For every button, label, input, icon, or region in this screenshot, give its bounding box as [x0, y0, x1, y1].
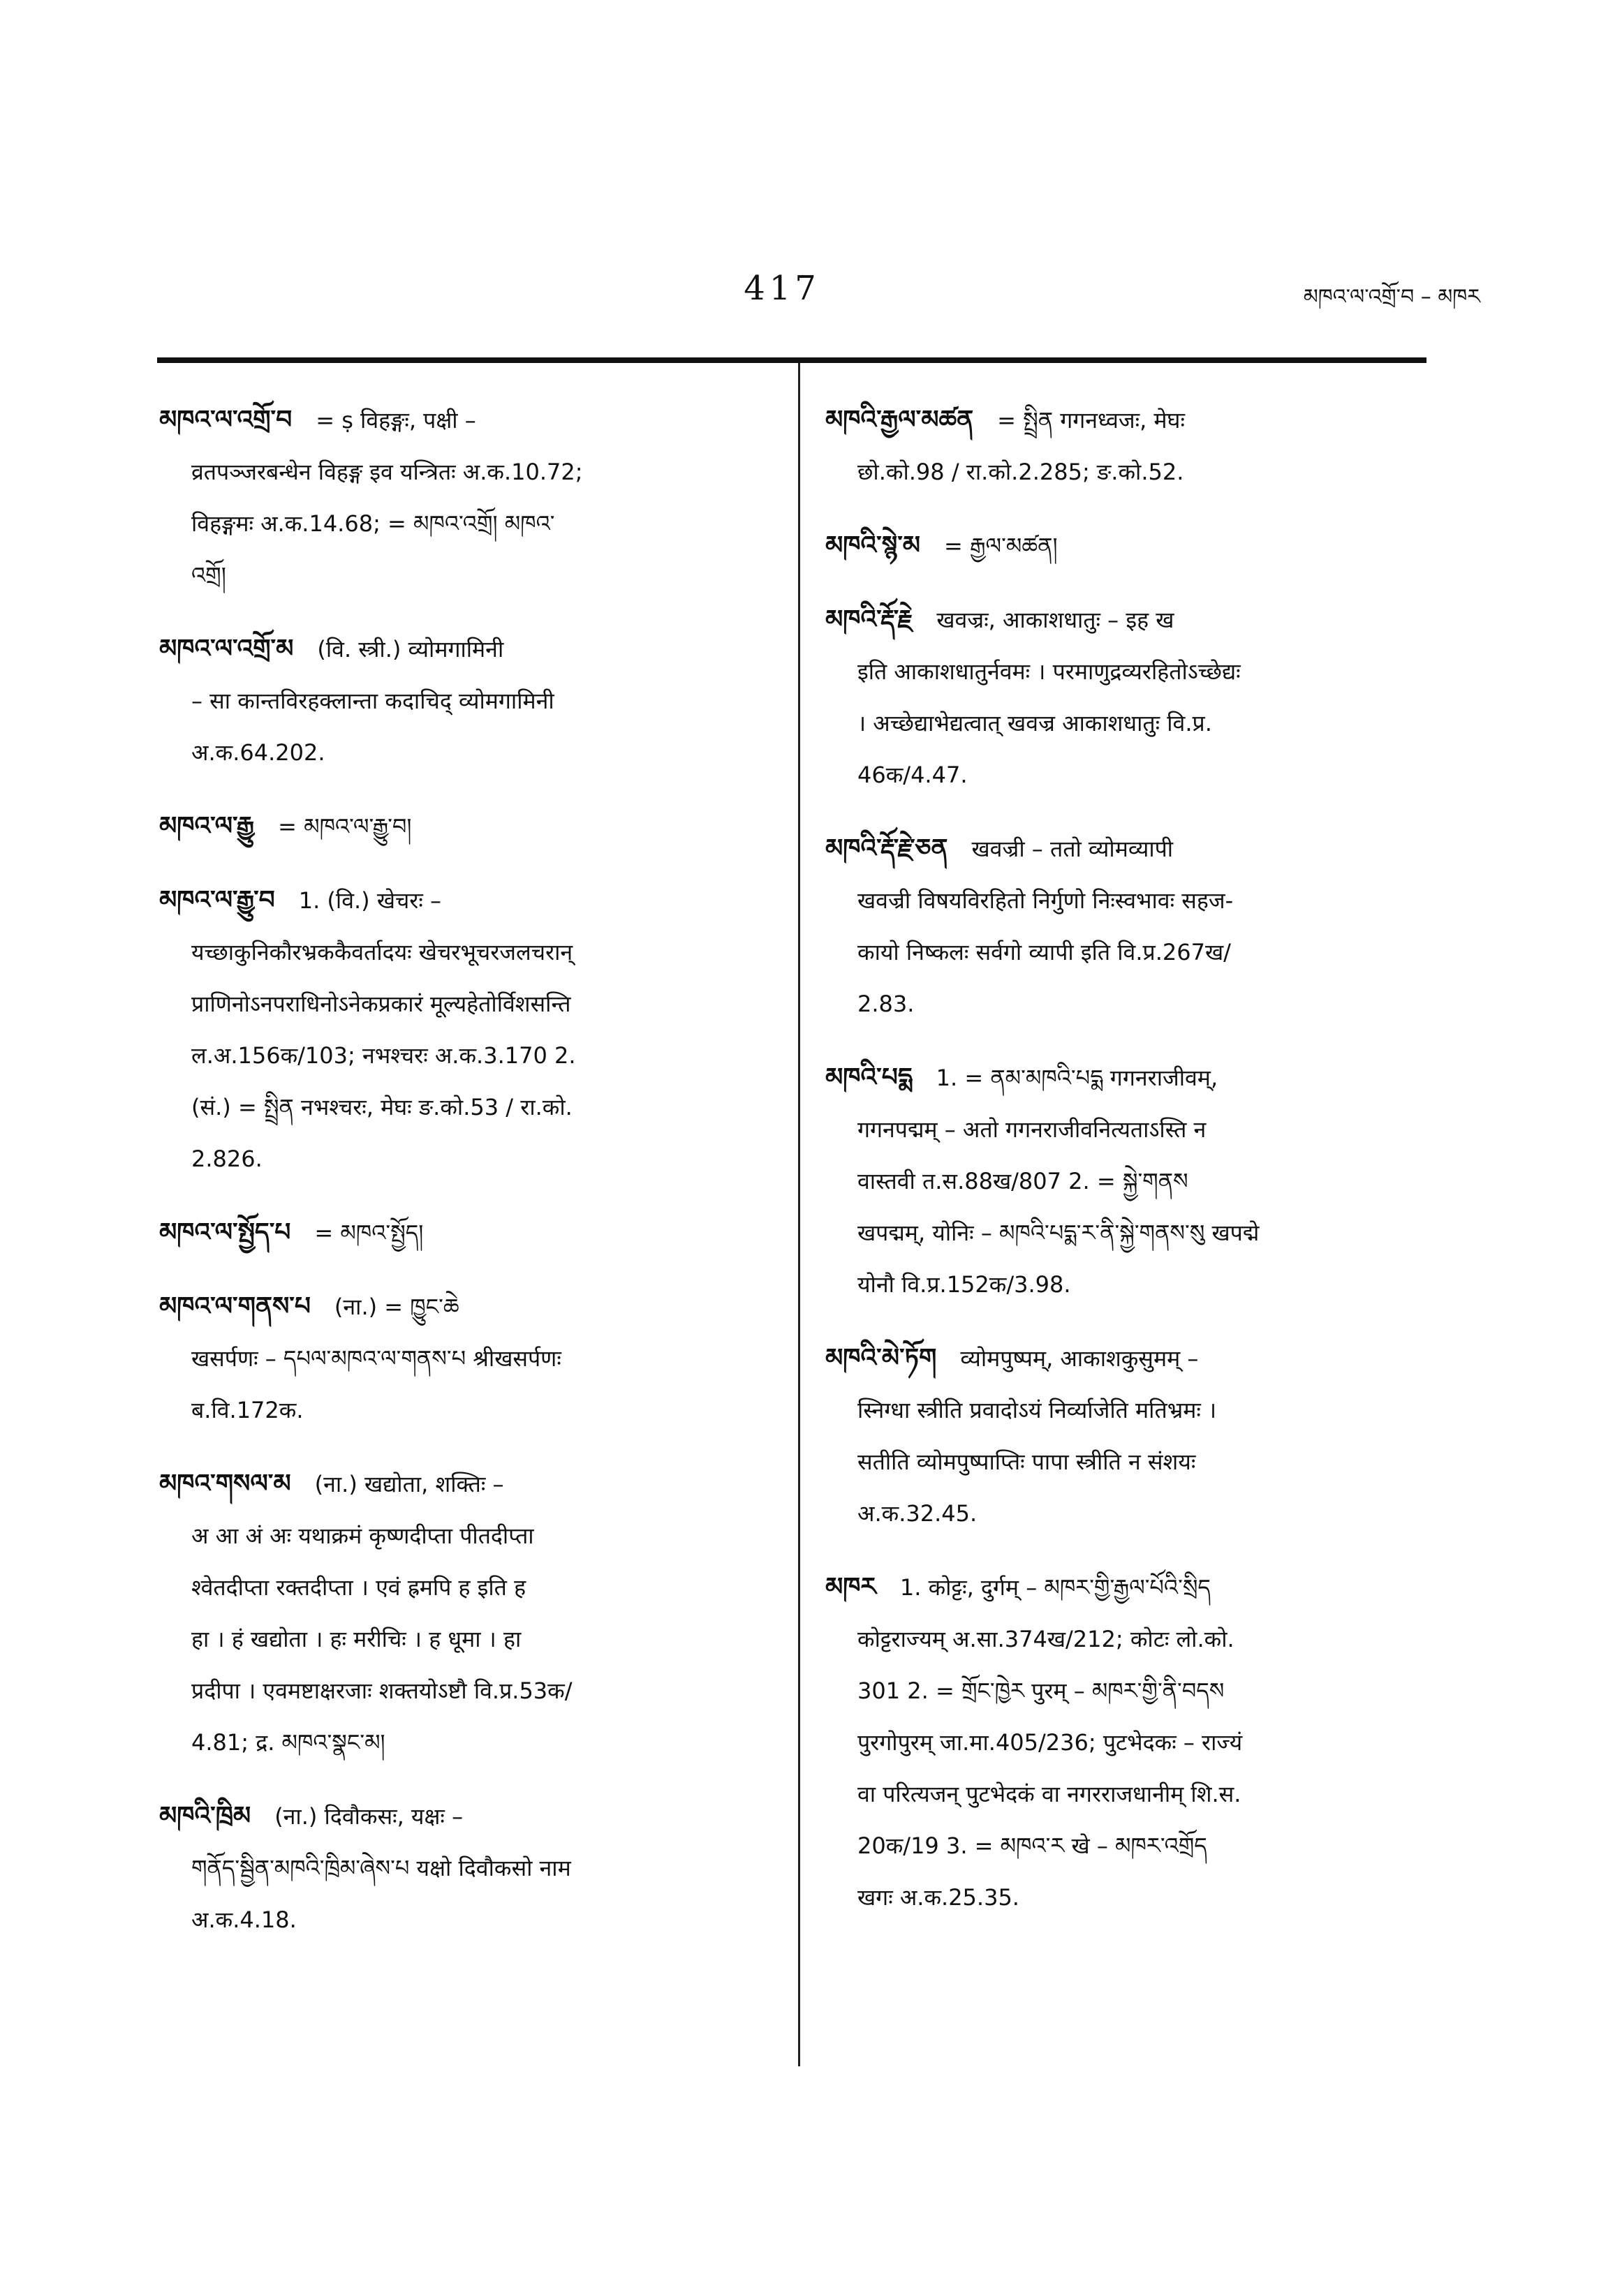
headword: མཁའ་ལ་རྒྱུ [159, 812, 255, 840]
entry-text-line: अ.क.32.45. [857, 1500, 978, 1527]
headword-definition: = མཁའ་ལ་རྒྱུ་བ། [278, 813, 412, 840]
headword: མཁའ་ལ་སྤྱོད་པ [159, 1218, 291, 1247]
entry-text-line: व्रतपञ्जरबन्धेन विहङ्ग इव यन्त्रितः अ.क.10.72; [191, 459, 583, 485]
headword: མཁའི་མེ་ཏོག [825, 1344, 937, 1372]
headword-definition: खवज्री – ततो व्योमव्यापी [971, 836, 1174, 862]
headword-definition: = སྤྲིན गगनध्वजः, मेघः [997, 407, 1185, 434]
headword: མཁའ་ལ་འགྲོ་མ [159, 635, 294, 663]
entry-text-line: འགྲོ། [191, 562, 226, 588]
headword-definition: = ṣ विहङ्गः, पक्षी – [316, 407, 476, 434]
headword: མཁར [825, 1573, 876, 1601]
headword-definition: = རྒྱལ་མཚན། [944, 533, 1058, 559]
headword: མཁའི་ཁྲིམ [159, 1802, 251, 1830]
page-number: 417 [744, 269, 820, 308]
entry-text-line: खसर्पणः – དཔལ་མཁའ་ལ་གནས་པ श्रीखसर्पणः [191, 1345, 561, 1372]
entry-head-line [159, 1207, 774, 1259]
entry-text-line: खवज्री विषयविरहितो निर्गुणो निःस्वभावः सहज- [857, 887, 1234, 914]
entry-text-line: अ.क.4.18. [191, 1906, 297, 1933]
headword-definition: खवज्रः, आकाशधातुः – इह ख [936, 607, 1174, 633]
entry-head-line [825, 394, 1440, 446]
dictionary-entry [159, 875, 774, 1185]
dictionary-entry [825, 594, 1440, 801]
entry-head-line [159, 1791, 774, 1842]
dictionary-entry [159, 1281, 774, 1436]
entry-text-line: इति आकाशधातुर्नवमः । परमाणुद्रव्यरहितोऽच्छेद्यः [857, 658, 1241, 685]
headword-definition: = མཁའ་སྤྱོད། [314, 1220, 424, 1246]
entry-head-line [825, 594, 1440, 646]
entry-text-line: खगः अ.क.25.35. [857, 1884, 1019, 1911]
entry-text-line: सतीति व्योमपुष्पाप्तिः पापा स्त्रीति न संशयः [857, 1449, 1196, 1475]
dictionary-entry [159, 1791, 774, 1946]
entry-text-line: (सं.) = སྤྲིན नभश्चरः, मेघः ङ.को.53 / रा.को. [191, 1094, 573, 1120]
headword-definition: (ना.) दिवौकसः, यक्षः – [274, 1803, 464, 1830]
headword-definition: व्योमपुष्पम्, आकाशकुसुमम् – [960, 1345, 1199, 1372]
dictionary-entry [825, 394, 1440, 498]
headword-definition: 1. = ནམ་མཁའི་པདྨ गगनराजीवम्, [936, 1065, 1218, 1091]
entry-text-line: वा परित्यजन् पुटभेदकं वा नगरराजधानीम् शि.स. [857, 1781, 1241, 1807]
dictionary-entry [825, 1052, 1440, 1310]
entry-text-line: । अच्छेद्याभेद्यत्वात् खवज्र आकाशधातुः वि.प्र. [857, 710, 1212, 736]
headword: མཁའི་རྒྱལ་མཚན [825, 406, 974, 434]
entry-head-line [159, 394, 774, 446]
entry-text-line: छो.को.98 / रा.को.2.285; ङ.को.52. [857, 459, 1184, 485]
entry-text-line: 301 2. = གྲོང་ཁྱེར पुरम् – མཁར་གྱི་ནི་བདས [857, 1677, 1225, 1704]
column-divider [798, 363, 800, 2066]
headword: མཁའ་ལ་འགྲོ་བ [159, 406, 293, 434]
entry-text-line: कायो निष्कलः सर्वगो व्यापी इति वि.प्र.267ख/ [857, 939, 1231, 965]
entry-text-line: ब.वि.172क. [191, 1397, 304, 1423]
entry-text-line: पुरगोपुरम् जा.मा.405/236; पुटभेदकः – राज्यं [857, 1729, 1243, 1756]
entry-text-line: गगनपद्मम् – अतो गगनराजीवनित्यताऽस्ति न [857, 1116, 1207, 1143]
entry-text-line: 46क/4.47. [857, 762, 968, 788]
entry-head-line [825, 823, 1440, 875]
headword: མཁའ་གསལ་མ [159, 1469, 291, 1498]
entry-text-line: श्वेतदीप्ता रक्तदीप्ता । एवं ह्रमपि ह इति ह [191, 1574, 526, 1601]
dictionary-entry [825, 823, 1440, 1030]
headword-definition: (ना.) खद्योता, शक्तिः – [314, 1471, 504, 1497]
entry-text-line: 4.81; द्र. མཁའ་སྣང་མ། [191, 1729, 385, 1756]
entry-head-line [825, 1052, 1440, 1104]
entry-head-line [159, 1458, 774, 1510]
entry-text-line: གནོད་སྦྱིན་མཁའི་ཁྲིམ་ཞེས་པ यक्षो दिवौकसो नाम [191, 1855, 571, 1881]
headword: མཁའ་ལ་གནས་པ [159, 1292, 311, 1321]
entry-head-line [825, 520, 1440, 572]
entry-text-line: प्रदीपा । एवमष्टाक्षरजाः शक्तयोऽष्टौ वि.प्र.53क/ [191, 1677, 573, 1704]
dictionary-entry [159, 623, 774, 778]
headword-definition: (वि. स्त्री.) व्योमगामिनी [317, 636, 504, 662]
headword: མཁའི་རྡོ་རྗེ་ཅན [825, 834, 948, 863]
entry-text-line: खपद्मम्, योनिः – མཁའི་པདྨ་ར་ནི་སྐྱེ་གནས་སུ खपद्मे [857, 1220, 1260, 1246]
dictionary-entry [159, 1458, 774, 1768]
entry-head-line [159, 875, 774, 926]
entry-head-line [825, 1333, 1440, 1384]
entry-head-line [159, 1281, 774, 1333]
entry-head-line [825, 1562, 1440, 1613]
right-column [825, 394, 1440, 1946]
entry-text-line: कोट्टराज्यम् अ.सा.374ख/212; कोटः लो.को. [857, 1626, 1234, 1652]
headword: མཁའ་ལ་རྒྱུ་བ [159, 886, 275, 914]
headword: མཁའི་སྙེ་མ [825, 531, 921, 560]
dictionary-entry [159, 801, 774, 852]
header-rule [157, 357, 1426, 363]
entry-text-line: अ आ अं अः यथाक्रमं कृष्णदीप्ता पीतदीप्ता [191, 1523, 534, 1549]
entry-text-line: विहङ्गमः अ.क.14.68; = མཁའ་འགྲོ། མཁའ་ [191, 510, 555, 537]
entry-text-line: अ.क.64.202. [191, 739, 325, 766]
dictionary-entry [825, 520, 1440, 572]
headword-definition: 1. (वि.) खेचरः – [298, 887, 442, 914]
entry-text-line: ल.अ.156क/103; नभश्चरः अ.क.3.170 2. [191, 1042, 576, 1069]
headword-definition: (ना.) = ཁྱུང་ཆེ [334, 1294, 459, 1320]
headword-definition: 1. कोट्टः, दुर्गम् – མཁར་གྱི་རྒྱལ་པོའི་སྲིད [899, 1574, 1211, 1601]
entry-text-line: 2.83. [857, 991, 915, 1017]
entry-text-line: यच्छाकुनिकौरभ्रककैवर्तादयः खेचरभूचरजलचरान् [191, 939, 573, 965]
entry-text-line: – सा कान्तविरहक्लान्ता कदाचिद् व्योमगामिनी [191, 688, 554, 714]
dictionary-entry [825, 1562, 1440, 1923]
entry-text-line: हा । हं खद्योता । हः मरीचिः । ह धूमा । हा [191, 1626, 522, 1652]
entry-text-line: 20क/19 3. = མཁའ་ར खे – མཁར་འགྲོད [857, 1832, 1207, 1859]
headword: མཁའི་པདྨ [825, 1063, 913, 1092]
dictionary-entry [159, 394, 774, 601]
entry-text-line: प्राणिनोऽनपराधिनोऽनेकप्रकारं मूल्यहेतोर्विशसन्ति [191, 991, 571, 1017]
entry-head-line [159, 623, 774, 675]
entry-text-line: योनौ वि.प्र.152क/3.98. [857, 1271, 1071, 1298]
dictionary-entry [159, 1207, 774, 1259]
entry-text-line: 2.826. [191, 1146, 263, 1172]
left-column [159, 394, 774, 1968]
dictionary-entry [825, 1333, 1440, 1539]
running-head: མཁའ་ལ་འགྲོ་བ – མཁར [1303, 285, 1480, 309]
headword: མཁའི་རྡོ་རྗེ [825, 605, 913, 634]
entry-text-line: स्निग्धा स्त्रीति प्रवादोऽयं निर्व्याजेति मतिभ्रमः । [857, 1397, 1217, 1423]
entry-text-line: वास्तवी त.स.88ख/807 2. = སྐྱེ་གནས [857, 1168, 1188, 1194]
entry-head-line [159, 801, 774, 852]
